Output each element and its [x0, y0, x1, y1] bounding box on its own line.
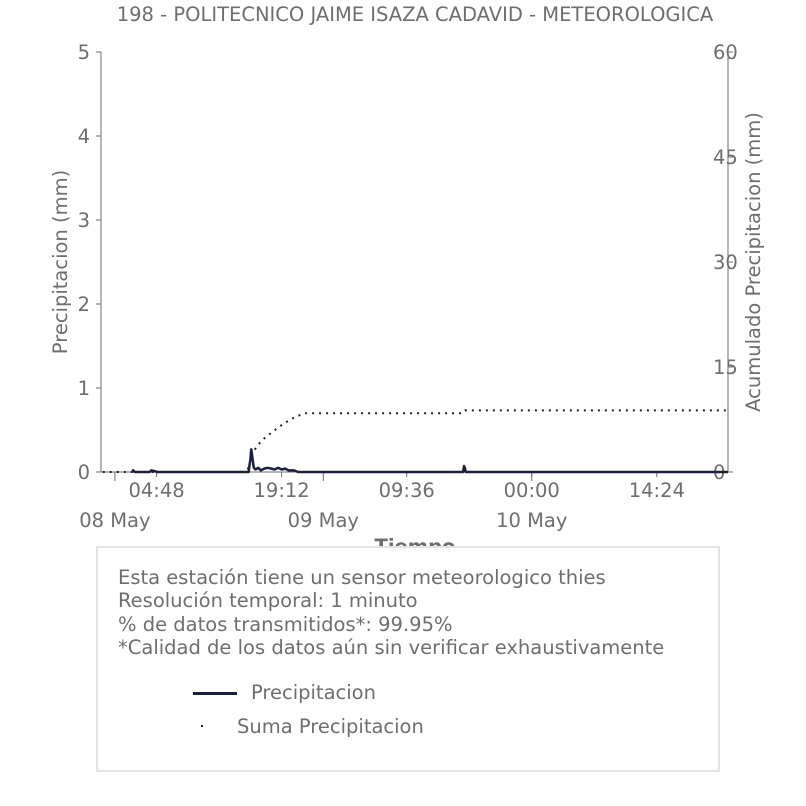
info-line-transmitted: % de datos transmitidos*: 99.95% — [118, 612, 453, 636]
left-y-ticks — [78, 41, 101, 484]
x-date-label: 08 May — [79, 509, 151, 532]
x-tick-label: 19:12 — [253, 479, 310, 502]
left-tick-label: 5 — [77, 41, 90, 64]
series-precipitacion — [132, 449, 728, 472]
info-text — [118, 566, 664, 659]
right-y-axis-label: Acumulado Precipitacion (mm) — [742, 112, 765, 412]
legend-label-precipitacion: Precipitacion — [251, 681, 376, 704]
x-tick-label: 00:00 — [503, 479, 560, 502]
y-axis-label: Precipitacion (mm) — [49, 169, 72, 355]
x-ticks — [128, 472, 684, 502]
right-tick-label: 60 — [713, 41, 738, 64]
series-layer — [103, 410, 728, 472]
left-tick-label: 3 — [77, 209, 90, 232]
left-tick-label: 0 — [77, 461, 90, 484]
chart-title: 198 - POLITECNICO JAIME ISAZA CADAVID - METEOROLOGICA — [116, 3, 714, 26]
legend-label-suma: Suma Precipitacion — [237, 715, 424, 738]
right-y-ticks — [713, 41, 738, 484]
plot-axes — [101, 52, 728, 472]
info-line-resolution: Resolución temporal: 1 minuto — [118, 589, 418, 613]
info-line-quality: *Calidad de los datos aún sin verificar exhaustivamente — [118, 635, 665, 659]
info-line-sensor: Esta estación tiene un sensor meteorologico thies — [118, 566, 606, 589]
info-box — [96, 546, 720, 772]
right-tick-label: 45 — [713, 146, 738, 169]
x-tick-label: 14:24 — [628, 479, 685, 502]
x-date-label: 09 May — [287, 509, 359, 532]
x-tick-label: 04:48 — [128, 479, 185, 502]
left-tick-label: 1 — [77, 377, 90, 400]
right-tick-label: 0 — [713, 461, 726, 484]
left-tick-label: 4 — [77, 125, 90, 148]
legend-line-marker — [193, 692, 237, 695]
legend-dot-marker — [201, 725, 203, 727]
left-tick-label: 2 — [77, 293, 90, 316]
x-tick-label: 09:36 — [378, 479, 435, 502]
right-tick-label: 30 — [713, 251, 738, 274]
series-suma-precipitacion — [103, 410, 728, 472]
right-tick-label: 15 — [713, 356, 738, 379]
x-date-label: 10 May — [496, 509, 568, 532]
